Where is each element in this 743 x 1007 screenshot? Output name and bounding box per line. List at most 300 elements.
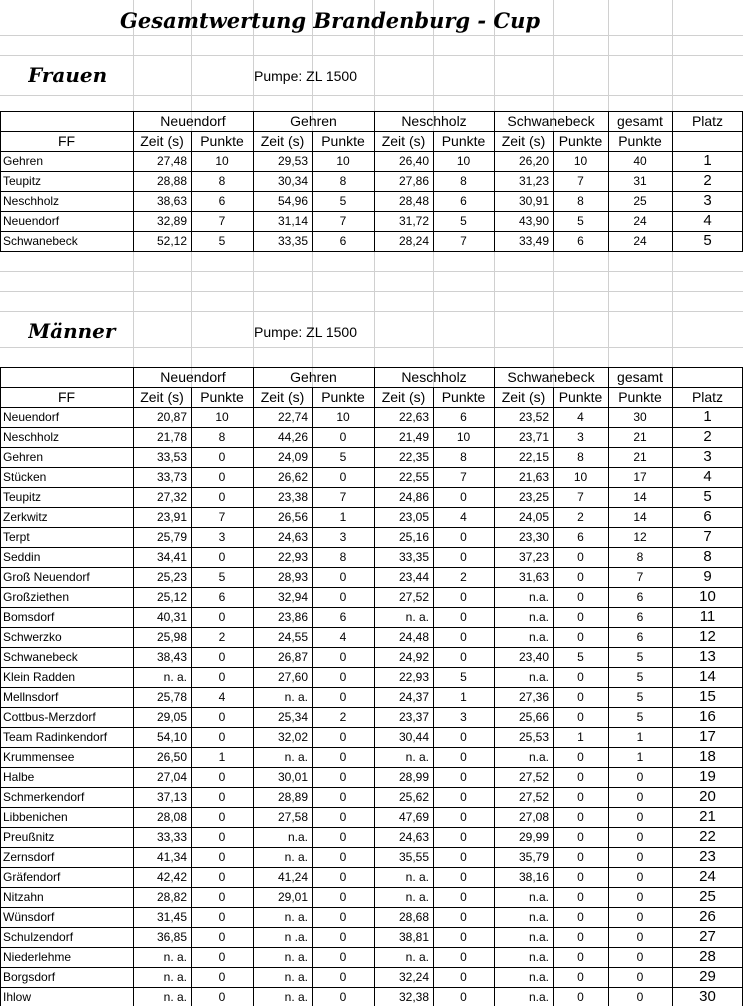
zeit-cell: 23,05 — [398, 510, 429, 524]
punkte-cell: 8 — [460, 450, 467, 464]
punkte-cell: 0 — [339, 650, 347, 664]
zeit-cell: 29,05 — [156, 710, 187, 724]
punkte-cell: 8 — [339, 550, 347, 564]
zeit-cell: 25,16 — [398, 530, 429, 544]
punkte-cell: 0 — [339, 910, 347, 924]
zeit-cell: 38,43 — [156, 650, 187, 664]
gesamt-cell: 30 — [633, 410, 647, 424]
zeit-cell: 24,05 — [518, 510, 549, 524]
punkte-cell: 5 — [577, 650, 584, 664]
zeit-cell: 33,53 — [156, 450, 187, 464]
team-name-cell: Gehren — [3, 154, 44, 168]
zeit-cell: 23,25 — [518, 490, 549, 504]
zeit-cell: 33,35 — [277, 234, 308, 248]
gesamt-cell: 0 — [636, 810, 644, 824]
punkte-cell: 0 — [339, 870, 347, 884]
zeit-cell: 25,34 — [277, 710, 308, 724]
punkte-cell: 0 — [577, 590, 584, 604]
zeit-cell: n. a. — [284, 750, 308, 764]
punkte-cell: 0 — [339, 790, 347, 804]
platz-cell: 22 — [699, 828, 716, 845]
zeit-cell: 38,81 — [398, 930, 429, 944]
zeit-cell: 25,79 — [156, 530, 187, 544]
platz-cell: 30 — [699, 988, 716, 1005]
gesamt-cell: 0 — [636, 850, 644, 864]
competition-header: Gehren — [290, 369, 337, 385]
zeit-cell: 47,69 — [398, 810, 429, 824]
zeit-cell: 31,72 — [398, 214, 429, 228]
punkte-cell: 0 — [218, 990, 226, 1004]
punkte-cell: 3 — [577, 430, 584, 444]
zeit-header: Zeit (s) — [140, 389, 184, 405]
punkte-cell: 0 — [460, 590, 467, 604]
punkte-cell: 1 — [339, 510, 347, 524]
zeit-cell: 36,85 — [156, 930, 187, 944]
team-name-cell: Zernsdorf — [3, 850, 55, 864]
zeit-cell: 41,34 — [156, 850, 187, 864]
gesamt-cell: 40 — [633, 154, 647, 168]
zeit-cell: 24,63 — [398, 830, 429, 844]
punkte-cell: 0 — [460, 970, 467, 984]
punkte-cell: 0 — [577, 570, 584, 584]
gesamt-cell: 0 — [636, 970, 644, 984]
punkte-cell: 10 — [456, 430, 471, 444]
team-name-cell: Bomsdorf — [3, 610, 55, 624]
zeit-cell: 33,49 — [518, 234, 549, 248]
team-name-cell: Nitzahn — [3, 890, 44, 904]
punkte-cell: 8 — [218, 174, 226, 188]
zeit-cell: 54,10 — [156, 730, 187, 744]
team-name-cell: Wünsdorf — [3, 910, 55, 924]
punkte-cell: 8 — [339, 174, 347, 188]
platz-cell: 10 — [699, 588, 716, 605]
zeit-cell: 24,09 — [277, 450, 308, 464]
competition-header: Schwanebeck — [507, 113, 595, 129]
team-name-cell: Borgsdorf — [3, 970, 56, 984]
zeit-cell: 31,14 — [277, 214, 308, 228]
punkte-cell: 0 — [339, 430, 347, 444]
punkte-cell: 2 — [339, 710, 347, 724]
zeit-cell: n. a. — [405, 610, 429, 624]
maenner-pumpe-label: Pumpe: ZL 1500 — [254, 324, 357, 340]
zeit-cell: 28,08 — [156, 810, 187, 824]
punkte-cell: 0 — [218, 930, 226, 944]
punkte-cell: 5 — [218, 570, 226, 584]
zeit-cell: 22,93 — [398, 670, 429, 684]
zeit-cell: 21,78 — [156, 430, 187, 444]
punkte-cell: 6 — [577, 234, 584, 248]
team-name-cell: Niederlehme — [3, 950, 72, 964]
team-name-cell: Mellnsdorf — [3, 690, 59, 704]
platz-cell: 11 — [699, 608, 716, 625]
punkte-cell: 4 — [460, 510, 467, 524]
punkte-cell: 0 — [577, 610, 584, 624]
punkte-cell: 0 — [218, 550, 226, 564]
zeit-cell: 41,24 — [277, 870, 308, 884]
punkte-cell: 5 — [339, 194, 347, 208]
team-name-cell: Schwanebeck — [3, 234, 78, 248]
zeit-cell: n. a. — [405, 870, 429, 884]
zeit-cell: 43,90 — [518, 214, 549, 228]
platz-cell: 21 — [699, 808, 716, 825]
punkte-cell: 0 — [577, 890, 584, 904]
punkte-cell: 0 — [577, 970, 584, 984]
competition-header: Neschholz — [401, 369, 467, 385]
zeit-cell: 33,73 — [156, 470, 187, 484]
team-name-cell: Neschholz — [3, 430, 60, 444]
team-name-cell: Großziethen — [3, 590, 70, 604]
punkte-cell: 0 — [218, 670, 226, 684]
punkte-cell: 0 — [339, 730, 347, 744]
gesamt-header: gesamt — [617, 369, 663, 385]
zeit-header: Zeit (s) — [260, 389, 305, 405]
zeit-cell: 25,53 — [518, 730, 549, 744]
gesamt-cell: 0 — [636, 870, 644, 884]
zeit-cell: n.a. — [528, 670, 549, 684]
zeit-cell: 24,48 — [398, 630, 429, 644]
gesamt-cell: 1 — [636, 730, 644, 744]
gesamt-cell: 17 — [633, 470, 647, 484]
zeit-cell: 28,88 — [156, 174, 187, 188]
zeit-cell: 38,16 — [518, 870, 549, 884]
zeit-cell: 27,60 — [277, 670, 308, 684]
gesamt-punkte-header: Punkte — [618, 133, 662, 149]
punkte-cell: 0 — [339, 850, 347, 864]
punkte-cell: 0 — [577, 770, 584, 784]
zeit-cell: 26,50 — [156, 750, 187, 764]
punkte-cell: 7 — [218, 510, 226, 524]
zeit-cell: 27,36 — [518, 690, 549, 704]
platz-cell: 5 — [703, 232, 712, 249]
platz-cell: 23 — [699, 848, 716, 865]
zeit-cell: 28,68 — [398, 910, 429, 924]
zeit-cell: 28,48 — [398, 194, 429, 208]
team-name-cell: Preußnitz — [3, 830, 55, 844]
zeit-cell: 54,96 — [277, 194, 308, 208]
zeit-cell: 28,89 — [277, 790, 308, 804]
punkte-cell: 0 — [460, 750, 467, 764]
punkte-cell: 0 — [577, 870, 584, 884]
team-name-cell: Zerkwitz — [3, 510, 48, 524]
team-name-cell: Gehren — [3, 450, 44, 464]
punkte-cell: 0 — [460, 850, 467, 864]
zeit-cell: 30,44 — [398, 730, 429, 744]
punkte-cell: 0 — [218, 910, 226, 924]
punkte-cell: 0 — [339, 750, 347, 764]
team-name-cell: Schulzendorf — [3, 930, 74, 944]
punkte-cell: 5 — [577, 214, 584, 228]
platz-cell: 24 — [699, 868, 716, 885]
punkte-header: Punkte — [200, 389, 244, 405]
punkte-cell: 0 — [460, 790, 467, 804]
zeit-cell: 23,40 — [518, 650, 549, 664]
zeit-cell: 21,49 — [398, 430, 429, 444]
zeit-cell: 34,41 — [156, 550, 187, 564]
punkte-cell: 2 — [218, 630, 226, 644]
zeit-cell: 29,99 — [518, 830, 549, 844]
gesamt-cell: 0 — [636, 930, 644, 944]
gesamt-punkte-header: Punkte — [618, 389, 662, 405]
punkte-cell: 10 — [336, 410, 350, 424]
team-name-cell: Schwerzko — [3, 630, 62, 644]
punkte-cell: 0 — [339, 810, 347, 824]
ff-header: FF — [57, 389, 76, 405]
team-name-cell: Schmerkendorf — [3, 790, 85, 804]
gesamt-cell: 1 — [636, 750, 644, 764]
punkte-cell: 1 — [577, 730, 584, 744]
frauen-pumpe-label: Pumpe: ZL 1500 — [254, 68, 357, 84]
zeit-cell: 26,56 — [277, 510, 308, 524]
punkte-cell: 0 — [339, 470, 347, 484]
zeit-cell: 24,86 — [398, 490, 429, 504]
punkte-cell: 8 — [577, 194, 584, 208]
frauen-section-label: Frauen — [28, 63, 108, 87]
punkte-cell: 0 — [460, 950, 467, 964]
punkte-cell: 0 — [218, 950, 226, 964]
zeit-cell: 25,66 — [518, 710, 549, 724]
punkte-cell: 0 — [218, 470, 226, 484]
zeit-header: Zeit (s) — [381, 133, 426, 149]
team-name-cell: Terpt — [3, 530, 30, 544]
platz-cell: 1 — [703, 152, 712, 169]
punkte-cell: 0 — [339, 930, 347, 944]
punkte-cell: 0 — [460, 890, 467, 904]
punkte-cell: 6 — [218, 590, 226, 604]
zeit-cell: 40,31 — [156, 610, 187, 624]
punkte-cell: 5 — [460, 214, 467, 228]
zeit-header: Zeit (s) — [501, 133, 546, 149]
punkte-header: Punkte — [558, 133, 603, 149]
zeit-cell: 30,01 — [277, 770, 308, 784]
punkte-cell: 0 — [460, 810, 467, 824]
zeit-cell: 25,62 — [398, 790, 429, 804]
zeit-cell: 27,52 — [518, 770, 549, 784]
zeit-cell: 20,87 — [156, 410, 187, 424]
punkte-cell: 0 — [577, 990, 584, 1004]
punkte-cell: 0 — [577, 790, 584, 804]
platz-cell: 16 — [699, 708, 716, 725]
punkte-cell: 6 — [339, 234, 347, 248]
gesamt-header: gesamt — [617, 113, 663, 129]
gesamt-cell: 0 — [636, 990, 644, 1004]
punkte-cell: 0 — [339, 970, 347, 984]
gesamt-cell: 21 — [633, 450, 647, 464]
competition-header: Neuendorf — [160, 113, 226, 129]
platz-header: Platz — [691, 113, 724, 129]
zeit-cell: n. a. — [284, 950, 308, 964]
zeit-cell: 22,35 — [398, 450, 429, 464]
zeit-cell: n. a. — [405, 950, 429, 964]
punkte-cell: 0 — [339, 670, 347, 684]
punkte-cell: 0 — [460, 910, 467, 924]
punkte-cell: 0 — [460, 530, 467, 544]
punkte-header: Punkte — [321, 389, 365, 405]
team-name-cell: Klein Radden — [3, 670, 76, 684]
punkte-cell: 8 — [218, 430, 226, 444]
competition-header: Gehren — [290, 113, 337, 129]
zeit-cell: 28,24 — [398, 234, 429, 248]
gesamt-cell: 0 — [636, 790, 644, 804]
gesamt-cell: 0 — [636, 910, 644, 924]
punkte-cell: 0 — [339, 890, 347, 904]
zeit-cell: 26,87 — [277, 650, 308, 664]
platz-cell: 18 — [699, 748, 716, 765]
punkte-cell: 6 — [460, 410, 467, 424]
punkte-cell: 0 — [218, 870, 226, 884]
zeit-cell: 33,33 — [156, 830, 187, 844]
platz-cell: 4 — [703, 468, 712, 485]
punkte-cell: 1 — [460, 690, 467, 704]
team-name-cell: Seddin — [3, 550, 41, 564]
punkte-cell: 0 — [339, 570, 347, 584]
zeit-cell: 35,79 — [518, 850, 549, 864]
zeit-cell: n .a. — [284, 930, 308, 944]
punkte-cell: 8 — [577, 450, 584, 464]
team-name-cell: Ihlow — [3, 990, 32, 1004]
team-name-cell: Team Radinkendorf — [3, 730, 108, 744]
zeit-cell: n.a. — [528, 950, 549, 964]
platz-cell: 19 — [699, 768, 716, 785]
zeit-cell: n. a. — [405, 750, 429, 764]
punkte-cell: 7 — [460, 470, 467, 484]
punkte-cell: 0 — [460, 990, 467, 1004]
punkte-cell: 0 — [218, 830, 226, 844]
platz-cell: 15 — [699, 688, 716, 705]
gesamt-cell: 5 — [636, 670, 644, 684]
zeit-cell: n.a. — [528, 970, 549, 984]
punkte-cell: 0 — [577, 630, 584, 644]
punkte-cell: 0 — [218, 850, 226, 864]
zeit-cell: 23,30 — [518, 530, 549, 544]
punkte-cell: 0 — [577, 690, 584, 704]
zeit-cell: 31,23 — [518, 174, 549, 188]
platz-cell: 14 — [699, 668, 716, 685]
zeit-cell: 27,52 — [398, 590, 429, 604]
platz-cell: 3 — [703, 192, 712, 209]
gesamt-cell: 6 — [636, 610, 644, 624]
team-name-cell: Stücken — [3, 470, 47, 484]
gesamt-cell: 0 — [636, 950, 644, 964]
team-name-cell: Libbenichen — [3, 810, 68, 824]
zeit-cell: 25,23 — [156, 570, 187, 584]
punkte-cell: 0 — [218, 450, 226, 464]
zeit-cell: n. a. — [284, 990, 308, 1004]
zeit-cell: 21,63 — [518, 470, 549, 484]
zeit-cell: 22,74 — [277, 410, 308, 424]
platz-cell: 8 — [703, 548, 712, 565]
platz-cell: 17 — [699, 728, 716, 745]
team-name-cell: Krummensee — [3, 750, 75, 764]
zeit-cell: n.a. — [528, 930, 549, 944]
punkte-cell: 0 — [577, 930, 584, 944]
platz-cell: 27 — [699, 928, 716, 945]
punkte-cell: 0 — [339, 590, 347, 604]
gesamt-cell: 21 — [633, 430, 647, 444]
platz-cell: 12 — [699, 628, 716, 645]
platz-cell: 13 — [699, 648, 716, 665]
punkte-cell: 0 — [218, 490, 226, 504]
zeit-cell: 44,26 — [277, 430, 308, 444]
punkte-cell: 7 — [339, 490, 347, 504]
platz-cell: 2 — [703, 172, 712, 189]
punkte-cell: 0 — [577, 910, 584, 924]
zeit-cell: 24,92 — [398, 650, 429, 664]
punkte-cell: 0 — [218, 650, 226, 664]
team-name-cell: Neuendorf — [3, 410, 60, 424]
punkte-header: Punkte — [200, 133, 244, 149]
punkte-cell: 5 — [218, 234, 226, 248]
zeit-cell: n.a. — [528, 890, 549, 904]
zeit-header: Zeit (s) — [381, 389, 426, 405]
zeit-cell: n. a. — [163, 970, 187, 984]
gesamt-cell: 14 — [633, 510, 647, 524]
zeit-cell: n.a. — [528, 990, 549, 1004]
zeit-cell: 24,55 — [277, 630, 308, 644]
zeit-cell: 33,35 — [398, 550, 429, 564]
punkte-cell: 7 — [218, 214, 226, 228]
platz-cell: 4 — [703, 212, 712, 229]
zeit-cell: 26,62 — [277, 470, 308, 484]
punkte-cell: 0 — [460, 870, 467, 884]
gesamt-cell: 24 — [633, 234, 647, 248]
platz-cell: 29 — [699, 968, 716, 985]
punkte-cell: 7 — [460, 234, 467, 248]
gesamt-cell: 14 — [633, 490, 647, 504]
team-name-cell: Teupitz — [3, 174, 42, 188]
team-name-cell: Halbe — [3, 770, 35, 784]
punkte-cell: 0 — [460, 730, 467, 744]
platz-cell: 9 — [703, 568, 712, 585]
zeit-cell: 29,01 — [277, 890, 308, 904]
zeit-cell: n.a. — [528, 630, 549, 644]
punkte-cell: 2 — [577, 510, 584, 524]
gesamt-cell: 8 — [636, 550, 644, 564]
gesamt-cell: 5 — [636, 650, 644, 664]
gesamt-cell: 0 — [636, 830, 644, 844]
team-name-cell: Neuendorf — [3, 214, 60, 228]
maenner-section-label: Männer — [28, 319, 116, 343]
zeit-cell: 32,89 — [156, 214, 187, 228]
punkte-cell: 0 — [460, 930, 467, 944]
punkte-cell: 0 — [339, 770, 347, 784]
punkte-cell: 4 — [577, 410, 584, 424]
gesamt-cell: 25 — [633, 194, 647, 208]
punkte-header: Punkte — [321, 133, 365, 149]
zeit-cell: 27,48 — [156, 154, 187, 168]
punkte-cell: 7 — [339, 214, 347, 228]
zeit-cell: 24,37 — [398, 690, 429, 704]
zeit-cell: 23,86 — [277, 610, 308, 624]
gesamt-cell: 6 — [636, 590, 644, 604]
punkte-cell: 7 — [577, 490, 584, 504]
platz-cell: 20 — [699, 788, 716, 805]
zeit-cell: n.a. — [287, 830, 308, 844]
punkte-cell: 10 — [573, 470, 588, 484]
punkte-cell: 0 — [460, 830, 467, 844]
zeit-header: Zeit (s) — [501, 389, 546, 405]
gesamt-cell: 0 — [636, 770, 644, 784]
punkte-cell: 4 — [339, 630, 347, 644]
gesamt-cell: 24 — [633, 214, 647, 228]
gesamt-cell: 6 — [636, 630, 644, 644]
zeit-cell: 31,63 — [518, 570, 549, 584]
zeit-cell: 26,40 — [398, 154, 429, 168]
gesamt-cell: 5 — [636, 710, 644, 724]
zeit-cell: 22,63 — [398, 410, 429, 424]
punkte-cell: 0 — [218, 730, 226, 744]
zeit-cell: 23,37 — [398, 710, 429, 724]
punkte-cell: 3 — [218, 530, 226, 544]
